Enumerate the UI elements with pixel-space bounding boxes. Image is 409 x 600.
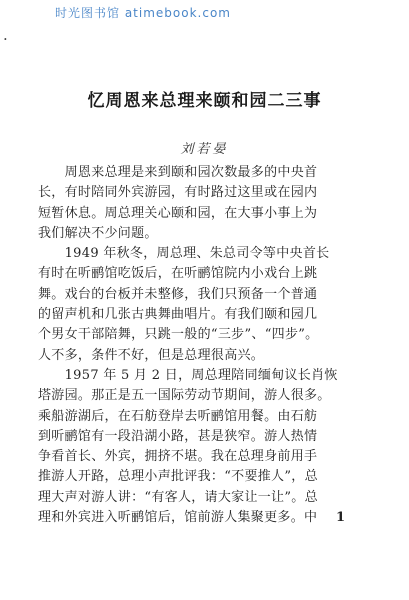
text-line: 1957 年 5 月 2 日，周总理陪同缅甸议长肖恢 [38,367,338,383]
text-line: 有时在听鹂馆吃饭后，在听鹂馆院内小戏台上跳 [38,266,318,282]
text-line: 舞。戏台的台板并未整修，我们只预备一个普通 [38,286,318,302]
text-line: 我们解决不少问题。 [38,225,158,241]
text-line: 乘船游湖后，在石舫登岸去听鹂馆用餐。由石舫 [38,408,318,424]
article-author: 刘若晏 [180,142,229,157]
watermark: 时光图书馆 atimebook.com [55,6,231,20]
article-body [38,163,364,528]
text-line: 塔游园。那正是五一国际劳动节期间，游人很多。 [38,388,331,404]
text-line: 人不多，条件不好，但是总理很高兴。 [38,347,265,363]
corner-mark: · [3,30,8,48]
page-number: 1 [336,510,346,525]
text-line: 长，有时陪同外宾游园，有时路过这里或在园内 [38,185,318,201]
text-line: 争看首长、外宾，拥挤不堪。我在总理身前用手 [38,449,318,465]
text-line: 理大声对游人讲：“有客人，请大家让一让”。总 [38,489,318,505]
text-line: 到听鹂馆有一段沿湖小路，甚是狭窄。游人热情 [38,428,318,444]
text-line: 个男女干部陪舞，只跳一般的“三步”、“四步”。 [38,327,319,343]
text-line: 短暂休息。周总理关心颐和园，在大事小事上为 [38,205,318,221]
text-line: 周恩来总理是来到颐和园次数最多的中央首 [38,165,318,180]
text-line: 1949 年秋冬，周总理、朱总司令等中央首长 [38,246,330,262]
text-line: 推游人开路，总理小声批评我：“不要推人”，总 [38,469,318,485]
text-line: 理和外宾进入听鹂馆后，馆前游人集聚更多。中 [38,510,318,526]
article-title: 忆周恩来总理来颐和园二三事 [87,91,322,111]
text-line: 的留声机和几张古典舞曲唱片。有我们颐和园几 [38,307,318,323]
